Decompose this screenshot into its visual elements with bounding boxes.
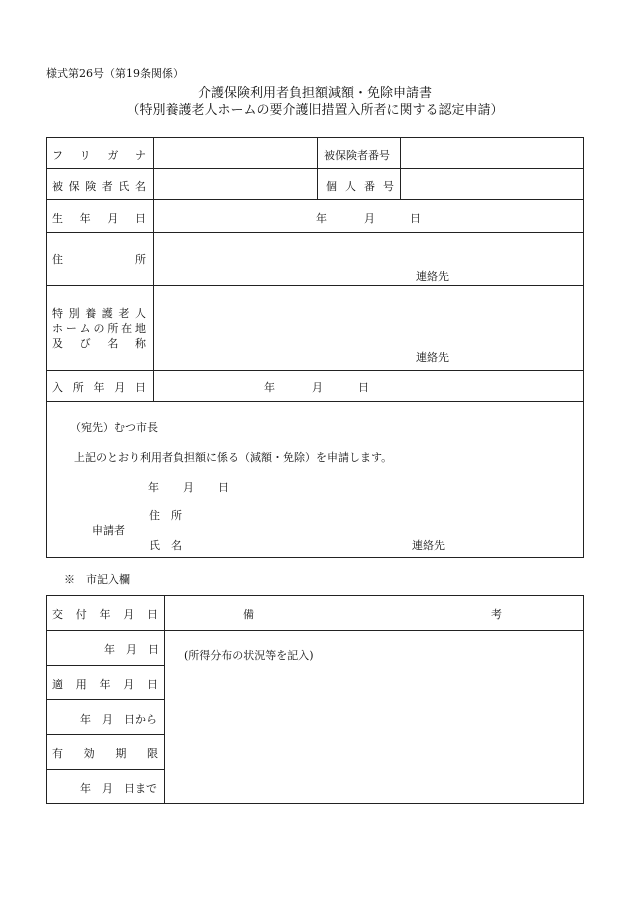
remarks-label-1: 備 [243,608,254,621]
admission-day: 日 [358,381,369,394]
declaration-date-year: 年 [148,481,159,494]
valid-period-label: 有 効 期 限 [52,747,158,760]
admission-date-label: 入 所 年 月 日 [52,381,146,394]
birth-year: 年 [316,212,327,225]
personal-number-input[interactable] [402,171,582,197]
address-input[interactable] [155,236,581,262]
applicant-address-label: 住 所 [149,509,182,522]
remarks-label-2: 考 [491,608,502,621]
applicant-name-input[interactable] [190,533,400,551]
birth-date-label: 生 年 月 日 [52,212,146,225]
applicant-name-label: 氏 名 [149,539,182,552]
insured-number-input[interactable] [402,140,582,166]
facility-label-line1: 特 別 養 護 老 人 [52,307,146,320]
form-number: 様式第26号（第19条関係） [46,67,184,80]
admission-month: 月 [312,381,323,394]
apply-date-label: 適 用 年 月 日 [52,678,158,691]
form-subtitle: （特別養護老人ホームの要介護旧措置入所者に関する認定申請） [126,103,504,118]
declaration-statement: 上記のとおり利用者負担額に係る（減額・免除）を申請します。 [74,451,393,464]
admission-year: 年 [264,381,275,394]
address-contact-label: 連絡先 [416,270,449,283]
facility-input[interactable] [155,290,581,330]
birth-month: 月 [364,212,375,225]
addressee: （宛先）むつ市長 [70,421,158,434]
valid-until: 年 月 日まで [80,782,157,795]
applicant-label: 申請者 [92,524,125,537]
declaration-date-day: 日 [218,481,229,494]
issue-date-label: 交 付 年 月 日 [52,608,158,621]
insured-name-label: 被 保 険 者 氏 名 [52,180,146,193]
city-section-heading: ※ 市記入欄 [64,573,130,586]
declaration-date-month: 月 [183,481,194,494]
issue-ymd: 年 月 日 [104,643,159,656]
facility-contact-label: 連絡先 [416,351,449,364]
remarks-textarea[interactable] [170,666,578,798]
applicant-contact-label: 連絡先 [412,539,445,552]
insured-number-label: 被保険者番号 [324,149,390,162]
form-title: 介護保険利用者負担額減額・免除申請書 [197,86,432,101]
facility-label-line3: 及 び 名 称 [52,337,146,350]
insured-name-input[interactable] [155,171,315,197]
applicant-address-input[interactable] [190,503,570,521]
remarks-note: (所得分布の状況等を記入) [184,649,314,662]
address-label: 住 所 [52,253,146,266]
facility-label-line2: ホ ー ム の 所 在 地 [52,322,146,335]
apply-from: 年 月 日から [80,713,157,726]
birth-day: 日 [410,212,421,225]
furigana-input[interactable] [155,140,315,166]
personal-number-label: 個 人 番 号 [326,180,394,193]
furigana-label: フ リ ガ ナ [52,149,146,162]
